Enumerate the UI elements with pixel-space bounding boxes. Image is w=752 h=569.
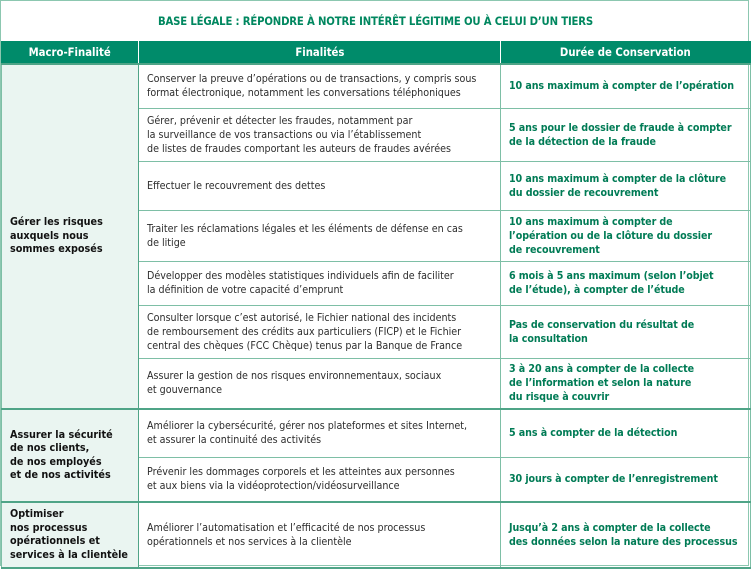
finalite-cell	[139, 457, 501, 502]
table-row	[2, 409, 751, 457]
finalite-cell	[139, 261, 501, 305]
duree-cell	[501, 305, 751, 358]
duree-text: 30 jours à compter de l’enregistrement	[509, 473, 718, 486]
finalite-text: Améliorer la cybersécurité, gérer nos plateformes et sites Internet, et assurer la continuité des activités	[147, 420, 468, 447]
macro-finalite-cell	[2, 64, 139, 409]
macro-finalite-text: Gérer les risques auxquels nous sommes exposés	[10, 216, 103, 256]
finalite-cell	[139, 305, 501, 358]
macro-finalite-cell	[2, 409, 139, 502]
duree-cell	[501, 409, 751, 457]
finalite-text: Améliorer l’automatisation et l’efficacité de nos processus opérationnels et nos services à la clientèle	[147, 522, 426, 548]
duree-cell	[501, 358, 751, 409]
table-row	[2, 64, 751, 108]
duree-cell	[501, 210, 751, 261]
finalite-text: Gérer, prévenir et détecter les fraudes, notamment par la surveillance de vos transactions ou via l’établissement de listes de fraudes comportant les auteurs de fraudes avérées	[147, 114, 451, 155]
finalite-text: Traiter les réclamations légales et les éléments de défense en cas de litige	[147, 222, 463, 249]
macro-finalite-text: Optimiser nos processus opérationnels et services à la clientèle	[10, 508, 128, 561]
finalite-text: Prévenir les dommages corporels et les atteintes aux personnes et aux biens via la vidéoprotection/vidéosurveillance	[147, 466, 455, 493]
duree-text: 10 ans maximum à compter de l’opération ou de la clôture du dossier de recouvrement	[509, 215, 712, 256]
duree-text: 10 ans maximum à compter de la clôture du dossier de recouvrement	[509, 172, 727, 199]
duree-text: 5 ans pour le dossier de fraude à compter de la détection de la fraude	[509, 121, 732, 148]
duree-text: 6 mois à 5 ans maximum (selon l’objet de l’étude), à compter de l’étude	[509, 270, 714, 296]
table-header-row	[2, 41, 751, 64]
finalite-cell	[139, 161, 501, 210]
finalite-cell	[139, 502, 501, 568]
column-header-finalites	[139, 41, 501, 64]
duree-cell	[501, 502, 751, 568]
macro-finalite-text: Assurer la sécurité de nos clients, de nos employés et de nos activités	[10, 428, 113, 481]
retention-table	[1, 41, 751, 569]
column-header-macro	[2, 41, 139, 64]
duree-text: 10 ans maximum à compter de l’opération	[509, 80, 734, 93]
duree-cell	[501, 161, 751, 210]
finalite-text: Effectuer le recouvrement des dettes	[147, 179, 326, 192]
column-header-duree-label: Durée de Conservation	[560, 45, 692, 59]
page-title: BASE LÉGALE : RÉPONDRE À NOTRE INTÉRÊT LÉGITIME OU À CELUI D’UN TIERS	[157, 14, 594, 28]
finalite-text: Consulter lorsque c’est autorisé, le Fichier national des incidents de remboursement des crédits aux particuliers (FICP) et le Fichier central des chèques (FCC Chèque) tenus par la Banque de France	[147, 311, 463, 352]
duree-cell	[501, 261, 751, 305]
column-header-duree	[501, 41, 751, 64]
table-row	[2, 502, 751, 568]
duree-text: Jusqu’à 2 ans à compter de la collecte des données selon la nature des processus	[509, 522, 738, 548]
column-header-macro-label: Macro-Finalité	[28, 45, 112, 59]
finalite-cell	[139, 358, 501, 409]
finalite-cell	[139, 210, 501, 261]
finalite-cell	[139, 64, 501, 108]
macro-finalite-cell	[2, 502, 139, 568]
duree-text: 3 à 20 ans à compter de la collecte de l’information et selon la nature du risque à couvrir	[509, 363, 695, 404]
duree-text: Pas de conservation du résultat de la consultation	[509, 318, 695, 345]
finalite-cell	[139, 409, 501, 457]
finalite-text: Conserver la preuve d’opérations ou de transactions, y compris sous format électronique, notamment les conversations téléphoniques	[147, 73, 477, 100]
column-header-finalites-label: Finalités	[294, 45, 345, 59]
finalite-text: Développer des modèles statistiques individuels afin de faciliter la définition de votre capacité d’emprunt	[147, 270, 454, 296]
duree-cell	[501, 108, 751, 161]
duree-cell	[501, 64, 751, 108]
duree-text: 5 ans à compter de la détection	[509, 427, 678, 440]
finalite-cell	[139, 108, 501, 161]
duree-cell	[501, 457, 751, 502]
finalite-text: Assurer la gestion de nos risques environnementaux, sociaux et gouvernance	[147, 370, 442, 397]
